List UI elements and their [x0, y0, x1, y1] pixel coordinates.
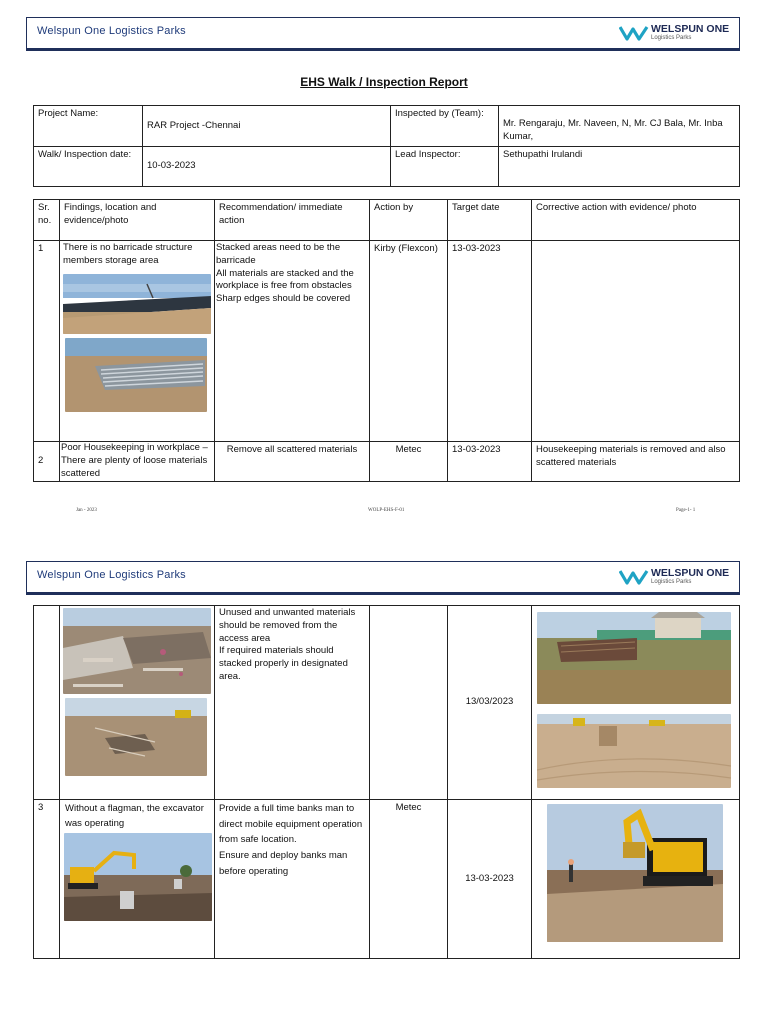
inspected-by-label: Inspected by (Team):: [391, 106, 499, 147]
col-header-findings: Findings, location and evidence/photo: [60, 200, 215, 241]
row-recommendation: Unused and unwanted materials should be removed from the access area If required materials should stacked properly in designated area.: [215, 606, 370, 800]
row-target-date: 13-03-2023: [448, 241, 532, 442]
table-row: [34, 442, 740, 482]
row-recommendation: Stacked areas need to be the barricade All materials are stacked and the workplace is free from obstacles Sharp edges should be covered: [215, 241, 370, 442]
evidence-photo-steel-members: [65, 338, 207, 412]
row-finding: Poor Housekeeping in workplace – There are plenty of loose materials scattered: [60, 442, 215, 482]
inspection-date-label: Walk/ Inspection date:: [34, 147, 143, 187]
page-header: [26, 561, 740, 593]
table-row: [34, 241, 740, 442]
row-corrective: [532, 800, 740, 959]
row-sr: 1: [34, 241, 60, 442]
inspection-date-value: 10-03-2023: [143, 147, 391, 187]
project-name-label: Project Name:: [34, 106, 143, 147]
table-header-row: [34, 200, 740, 241]
row-action-by: Metec: [370, 800, 448, 959]
corrective-photo-banksman: [547, 804, 723, 942]
row-sr: 2: [34, 442, 60, 482]
finding-text: There is no barricade structure members storage area: [63, 242, 193, 266]
row-sr: [34, 606, 60, 800]
row-target-date: 13/03/2023: [448, 606, 532, 800]
lead-inspector-label: Lead Inspector:: [391, 147, 499, 187]
project-info-table: [33, 105, 740, 187]
row-sr: 3: [34, 800, 60, 959]
col-header-corrective: Corrective action with evidence/ photo: [532, 200, 740, 241]
findings-table: [33, 199, 740, 482]
col-header-sr: Sr. no.: [34, 200, 60, 241]
row-finding: [60, 800, 215, 959]
org-title: Welspun One Logistics Parks: [37, 569, 186, 581]
findings-table-continued: [33, 605, 740, 959]
recommendation-text: Provide a full time banks man to direct mobile equipment operation from safe location. Ensure and deploy banks man before operating: [219, 803, 363, 877]
row-action-by: [370, 606, 448, 800]
table-row: [34, 606, 740, 800]
row-corrective: Housekeeping materials is removed and also scattered materials: [532, 442, 740, 482]
lead-inspector-value: Sethupathi Irulandi: [499, 147, 740, 187]
footer-doc-code: WOLP-EHS-F-01: [368, 508, 405, 513]
table-row: [34, 800, 740, 959]
corrective-photo-leveled-ground: [537, 714, 731, 788]
org-title: Welspun One Logistics Parks: [37, 25, 186, 37]
welspun-logo: WELSPUN ONE Logistics Parks: [619, 22, 719, 46]
row-recommendation: Remove all scattered materials: [215, 442, 370, 482]
evidence-photo-scattered-materials: [63, 608, 211, 694]
evidence-photo-storage-area: [63, 274, 211, 334]
footer-page: Page-1- 1: [676, 508, 696, 513]
row-action-by: Metec: [370, 442, 448, 482]
footer-date: Jan - 2023: [76, 508, 97, 513]
finding-text: Without a flagman, the excavator was operating: [65, 803, 204, 830]
col-header-action-by: Action by: [370, 200, 448, 241]
row-finding: [60, 606, 215, 800]
col-header-target-date: Target date: [448, 200, 532, 241]
project-name-value: RAR Project -Chennai: [143, 106, 391, 147]
row-finding: [60, 241, 215, 442]
row-target-date: 13-03-2023: [448, 800, 532, 959]
page-header: [26, 17, 740, 49]
row-target-date: 13-03-2023: [448, 442, 532, 482]
logo-w-icon: [619, 569, 649, 585]
evidence-photo-debris-site: [65, 698, 207, 776]
row-corrective: [532, 241, 740, 442]
welspun-logo: WELSPUN ONE Logistics Parks: [619, 566, 719, 590]
row-action-by: Kirby (Flexcon): [370, 241, 448, 442]
inspected-by-value: Mr. Rengaraju, Mr. Naveen, N, Mr. CJ Bala, Mr. Inba Kumar,: [499, 106, 740, 147]
evidence-photo-excavator: [64, 833, 212, 921]
corrective-photo-cleared-area: [537, 612, 731, 704]
logo-w-icon: [619, 25, 649, 41]
row-recommendation: [215, 800, 370, 959]
report-title: EHS Walk / Inspection Report: [300, 75, 468, 89]
col-header-recommendation: Recommendation/ immediate action: [215, 200, 370, 241]
row-corrective: [532, 606, 740, 800]
